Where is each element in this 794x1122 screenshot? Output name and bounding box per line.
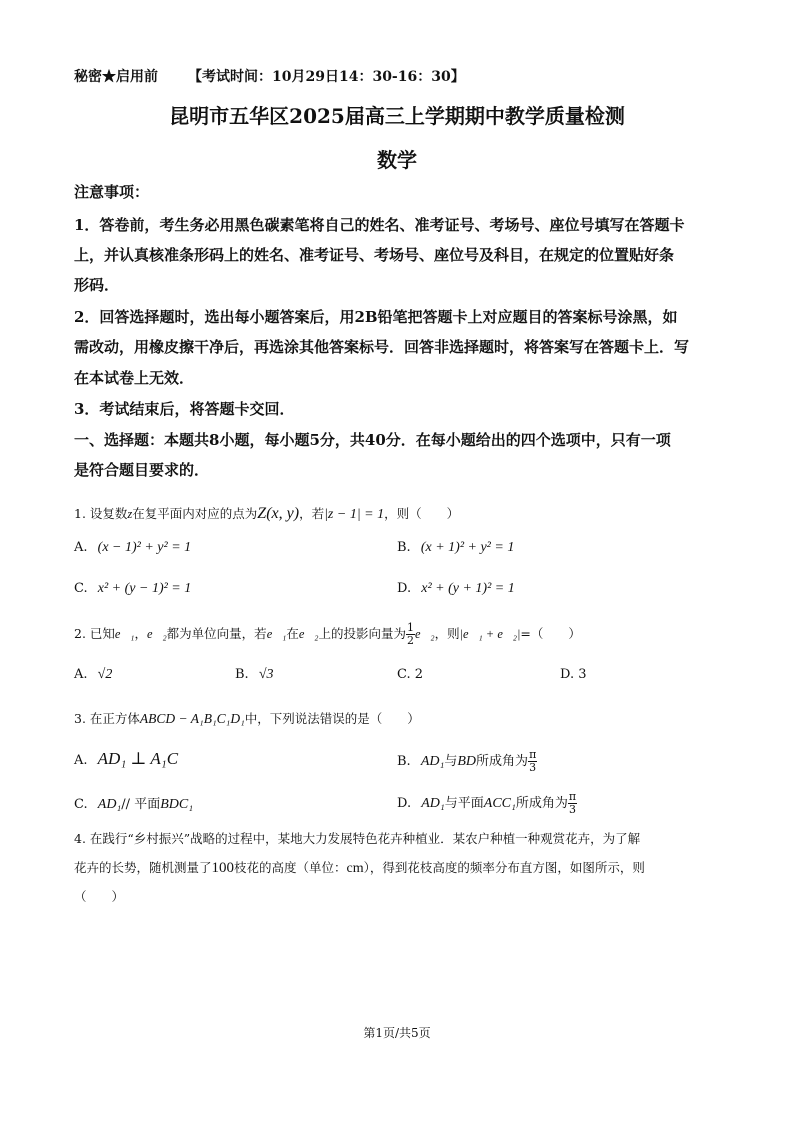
q3-text-a: 3. 在正方体 — [74, 711, 140, 726]
notice-heading: 注意事项： — [74, 183, 150, 201]
q3-option-c-expr1: AD₁ — [97, 797, 122, 812]
question-4-line-1: 4. 在践行“乡村振兴”战略的过程中，某地大力发展特色花卉种植业．某农户种植一种观赏花卉，为了解 — [74, 831, 641, 846]
q3-option-c-expr2: BDC₁ — [160, 797, 194, 812]
notice-item-2-line-1: 2．回答选择题时，选出每小题答案后，用2B铅笔把答题卡上对应题目的答案标号涂黑，如 — [74, 308, 678, 326]
q2-text-c: 在 — [286, 626, 299, 641]
question-1-stem — [74, 504, 459, 523]
q3-option-b-den: 3 — [529, 761, 537, 774]
q3-option-d-text1: 与平面 — [444, 796, 484, 811]
q4-unit: cm — [346, 861, 364, 876]
q3-option-c-text: // 平面 — [121, 797, 161, 812]
q3-option-d-label: D. — [397, 796, 412, 811]
q1-option-b — [397, 540, 514, 556]
q1-option-a — [74, 540, 191, 556]
q3-option-a — [74, 749, 178, 769]
q1-text-a: 1. 设复数 — [74, 506, 128, 521]
q1-option-a-expr: (x − 1)² + y² = 1 — [97, 540, 192, 555]
notice-item-1-line-2: 上，并认真核准条形码上的姓名、准考证号、考场号、座位号及科目，在规定的位置贴好条 — [74, 246, 675, 264]
q2-option-a — [74, 667, 112, 683]
q3-option-a-expr: AD₁ ⊥ A₁C — [97, 749, 179, 768]
q3-option-d — [397, 791, 577, 816]
page-footer: 第1页/共5页 — [363, 1026, 431, 1040]
q2-text-d: 上的投影向量为 — [318, 626, 406, 641]
q3-option-b-label: B. — [397, 754, 411, 769]
notice-item-1-line-3: 形码． — [74, 276, 120, 294]
subject-title: 数学 — [377, 148, 417, 172]
q3-option-b — [397, 749, 537, 774]
q2-abs-expr: |e⃗₁ + e⃗₂| — [459, 627, 521, 641]
q2-text-e: ，则 — [434, 626, 460, 641]
q2-option-d: D. 3 — [560, 667, 587, 682]
q3-option-d-text2: 所成角为 — [515, 796, 568, 811]
q1-condition: |z − 1| = 1 — [324, 507, 385, 522]
q3-text-b: 中，下列说法错误的是（ ） — [244, 711, 420, 726]
q3-option-d-expr2: ACC₁ — [483, 796, 516, 811]
q1-option-a-label: A. — [74, 540, 88, 555]
q1-option-d — [397, 581, 515, 597]
q2-e2c: e⃗₂ — [414, 627, 435, 641]
question-3-stem — [74, 709, 420, 727]
q3-option-d-num: π — [568, 790, 577, 803]
q2-text-a: 2. 已知 — [74, 626, 115, 641]
q3-option-b-text2: 所成角为 — [476, 754, 529, 769]
q1-option-d-label: D. — [397, 581, 412, 596]
q2-frac-den: 2 — [406, 634, 414, 647]
q2-option-c: C. 2 — [397, 667, 424, 682]
notice-item-3: 3．考试结束后，将答题卡交回． — [74, 400, 295, 418]
q4-text-b: 枝花的高度（单位： — [234, 860, 347, 875]
q2-fraction — [406, 622, 415, 647]
q2-option-b-value: √3 — [258, 667, 274, 682]
section-1-line-2: 是符合题目要求的． — [74, 461, 210, 479]
q1-option-b-expr: (x + 1)² + y² = 1 — [420, 540, 515, 555]
q2-sep: ， — [134, 626, 148, 641]
q3-option-d-expr1: AD₁ — [421, 796, 445, 811]
q3-option-d-fraction — [568, 791, 577, 816]
q1-option-c-expr: x² + (y − 1)² = 1 — [97, 581, 192, 596]
q2-e2b: e⃗₂ — [298, 627, 319, 641]
q2-text-f: =（ ） — [520, 626, 581, 641]
question-2-stem — [74, 622, 581, 647]
q4-number: 100 — [211, 860, 235, 876]
q2-e1b: e⃗₁ — [266, 627, 287, 641]
q3-option-b-num: π — [529, 748, 537, 761]
q2-e1: e⃗₁ — [114, 627, 135, 641]
q3-option-a-label: A. — [74, 753, 88, 768]
notice-item-1-line-1: 1．答卷前，考生务必用黑色碳素笔将自己的姓名、准考证号、考场号、座位号填写在答题卡 — [74, 216, 685, 234]
header-line — [74, 66, 465, 86]
q2-option-a-value: √2 — [97, 667, 113, 682]
q3-cube: ABCD − A₁B₁C₁D₁ — [139, 711, 245, 726]
secret-label: 秘密★启用前 — [74, 69, 158, 85]
q1-option-c-label: C. — [74, 581, 88, 596]
notice-item-2-line-2: 需改动，用橡皮擦干净后，再选涂其他答案标号．回答非选择题时，将答案写在答题卡上．写 — [74, 338, 690, 356]
q2-option-b-label: B. — [235, 667, 249, 682]
q2-option-b — [235, 667, 274, 683]
question-4-line-3: （ ） — [74, 889, 125, 904]
notice-item-2-line-3: 在本试卷上无效． — [74, 369, 195, 387]
q3-option-b-expr1: AD₁ — [420, 754, 445, 769]
q1-var-z: z — [127, 507, 133, 521]
q4-text-a: 花卉的长势，随机测量了 — [74, 860, 212, 875]
q2-frac-num: 1 — [406, 621, 414, 634]
q2-text-b: 都为单位向量，若 — [166, 626, 267, 641]
q1-text-b: 在复平面内对应的点为 — [132, 506, 258, 521]
q1-point: Z(x, y) — [257, 505, 300, 522]
page-title: 昆明市五华区2025届高三上学期期中教学质量检测 — [169, 104, 625, 128]
q3-option-c — [74, 793, 193, 813]
question-4-line-2 — [74, 858, 645, 877]
q2-e2: e⃗₂ — [147, 627, 167, 641]
q1-text-c: ，若 — [299, 506, 325, 521]
exam-time: 【考试时间：10月29日14：30-16：30】 — [188, 69, 465, 85]
section-1-line-1: 一、选择题：本题共8小题，每小题5分，共40分．在每小题给出的四个选项中，只有一项 — [74, 431, 671, 449]
q1-option-c — [74, 581, 191, 597]
q4-text-c: ），得到花枝高度的频率分布直方图，如图所示，则 — [363, 860, 645, 875]
q3-option-b-fraction — [528, 749, 537, 774]
q1-text-d: ，则（ ） — [384, 506, 460, 521]
q3-option-d-den: 3 — [569, 803, 577, 816]
q1-option-b-label: B. — [397, 540, 411, 555]
q1-option-d-expr: x² + (y + 1)² = 1 — [421, 581, 515, 596]
q3-option-c-label: C. — [74, 797, 88, 812]
q2-option-a-label: A. — [74, 667, 88, 682]
q3-option-b-expr2: BD — [457, 754, 477, 769]
q3-option-b-text1: 与 — [444, 754, 458, 769]
